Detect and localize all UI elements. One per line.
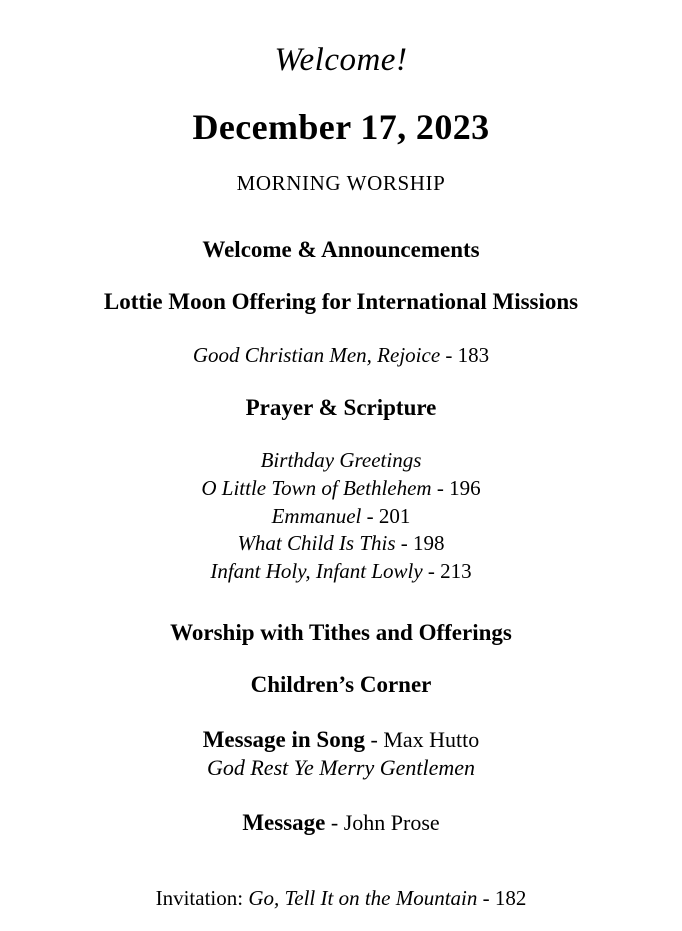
welcome-heading: Welcome!	[274, 42, 408, 78]
message-dash: -	[325, 809, 344, 835]
hymn-number: 213	[440, 559, 472, 584]
birthday-greetings-label: Birthday Greetings	[260, 448, 422, 473]
spacer	[40, 837, 642, 871]
hymn-list	[40, 447, 642, 586]
hymn-dash: -	[395, 531, 414, 556]
message-in-song-person: Max Hutto	[383, 726, 480, 752]
hymn-what-child-is-this	[40, 530, 642, 558]
hymn-infant-holy	[40, 558, 642, 586]
message-in-song-label: Message in Song	[202, 726, 365, 752]
service-date: December 17, 2023	[192, 107, 490, 148]
spacer	[40, 369, 642, 395]
hymn-title: What Child Is This	[237, 531, 396, 556]
invitation-dash: -	[477, 886, 495, 911]
hymn-dash: -	[361, 503, 379, 528]
spacer	[40, 871, 642, 885]
item-welcome-announcements: Welcome & Announcements	[202, 236, 480, 262]
hymn-emmanuel	[40, 503, 642, 531]
hymn-dash: -	[440, 342, 458, 367]
message-person: John Prose	[343, 809, 440, 835]
item-prayer-scripture: Prayer & Scripture	[245, 394, 437, 420]
item-invitation	[40, 885, 642, 912]
hymn-o-little-town	[40, 475, 642, 503]
item-lottie-moon-offering: Lottie Moon Offering for International Missions	[103, 289, 579, 315]
item-childrens-corner: Children’s Corner	[250, 672, 432, 698]
spacer	[40, 263, 642, 289]
hymn-number: 196	[449, 475, 481, 500]
invitation-label: Invitation:	[155, 886, 249, 911]
service-title: MORNING WORSHIP	[236, 170, 446, 195]
hymn-number: 198	[413, 531, 445, 556]
item-tithes-and-offerings: Worship with Tithes and Offerings	[170, 619, 512, 645]
invitation-hymn-title: Go, Tell It on the Mountain	[248, 886, 478, 911]
invitation-hymn-number: 182	[494, 886, 527, 911]
spacer	[40, 421, 642, 447]
spacer	[40, 316, 642, 342]
hymn-good-christian-men	[40, 342, 642, 369]
hymn-number: 201	[378, 503, 411, 528]
spacer	[40, 699, 642, 725]
message-label: Message	[242, 809, 326, 835]
spacer	[40, 782, 642, 808]
spacer	[40, 646, 642, 672]
item-message	[40, 808, 642, 837]
hymn-title: Emmanuel	[271, 503, 362, 528]
hymn-title: O Little Town of Bethlehem	[201, 475, 432, 500]
hymn-title: Good Christian Men, Rejoice	[192, 342, 441, 367]
hymn-number: 183	[457, 342, 490, 367]
hymn-title: Infant Holy, Infant Lowly	[210, 559, 423, 584]
item-message-in-song	[40, 725, 642, 754]
spacer	[40, 586, 642, 620]
hymn-dash: -	[422, 559, 441, 584]
order-of-service	[40, 237, 642, 912]
message-in-song-dash: -	[365, 726, 384, 752]
item-birthday-greetings	[40, 447, 642, 475]
message-in-song-title: God Rest Ye Merry Gentlemen	[206, 755, 476, 781]
hymn-dash: -	[431, 475, 450, 500]
